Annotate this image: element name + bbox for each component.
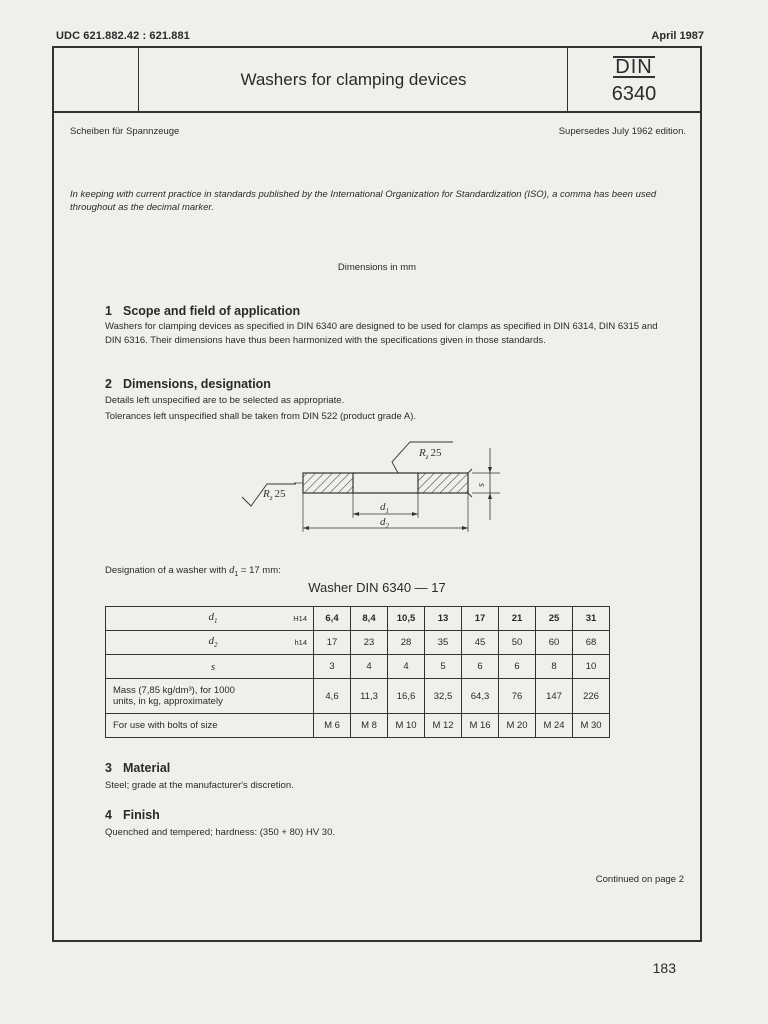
table-cell: M 12 <box>425 714 462 738</box>
section-4-number: 4 <box>105 808 112 822</box>
table-cell: 4 <box>388 655 425 679</box>
svg-text:Rz25: $R_z$ 25 <box>263 488 286 502</box>
dimensions-note: Dimensions in mm <box>337 262 417 273</box>
chamfer-top <box>468 469 472 473</box>
section-2-heading <box>105 377 271 391</box>
table-cell: 32,5 <box>425 679 462 714</box>
section-2-number: 2 <box>105 377 112 391</box>
table-cell: 31 <box>573 607 610 631</box>
din-logo-text: DIN <box>615 56 653 78</box>
washer-section-left <box>303 473 353 493</box>
table-cell: 6 <box>499 655 536 679</box>
designation-symbol-sub: 1 <box>234 570 239 578</box>
washer-drawing <box>238 440 518 540</box>
din-logo <box>570 56 698 79</box>
table-cell: 17 <box>462 607 499 631</box>
table-cell: 3 <box>314 655 351 679</box>
section-3-number: 3 <box>105 761 112 775</box>
table-cell: 8,4 <box>351 607 388 631</box>
header-divider-left <box>138 48 139 111</box>
section-1-title: Scope and field of application <box>123 304 301 318</box>
document-title: Washers for clamping devices <box>240 70 467 89</box>
header-divider-right <box>567 48 568 111</box>
iso-decimal-note: In keeping with current practice in standards published by the International Organization for Standardization (ISO), a comma has been used throughout as the decimal marker. <box>70 189 657 213</box>
designation-intro <box>105 565 281 578</box>
dimensions-table <box>105 606 610 738</box>
continued-note: Continued on page 2 <box>595 874 684 885</box>
table-row-label: $d_2$ h14 <box>106 631 314 655</box>
section-4-text: Quenched and tempered; hardness: (350 + 80) HV 30. <box>105 827 335 838</box>
section-1-text: Washers for clamping devices as specified in DIN 6340 are designed to be used for clamps as specified in DIN 6314, DIN 6315 and DIN 6316. Their dimensions have thus been harmonized with the specifications given in those standards. <box>105 321 658 346</box>
section-3-heading <box>105 761 170 775</box>
table-row-label: For use with bolts of size <box>106 714 314 738</box>
designation-text: Designation of a washer with <box>105 565 227 576</box>
section-2-title: Dimensions, designation <box>123 377 271 391</box>
table-row-d1 <box>106 607 610 631</box>
table-cell: 226 <box>573 679 610 714</box>
header-divider <box>54 111 700 113</box>
table-cell: M 20 <box>499 714 536 738</box>
table-row-label: $d_1$ H14 <box>106 607 314 631</box>
table-cell: 10 <box>573 655 610 679</box>
table-cell: 68 <box>573 631 610 655</box>
table-cell: 23 <box>351 631 388 655</box>
surface-finish-symbol-left <box>242 483 303 506</box>
section-3-text: Steel; grade at the manufacturer's discretion. <box>105 780 294 791</box>
table-cell: 45 <box>462 631 499 655</box>
table-row-bolt-size <box>106 714 610 738</box>
table-cell: 10,5 <box>388 607 425 631</box>
section-2-line-2: Tolerances left unspecified shall be taken from DIN 522 (product grade A). <box>105 411 417 422</box>
washer-section-right <box>418 473 468 493</box>
table-cell: 21 <box>499 607 536 631</box>
supersedes-note: Supersedes July 1962 edition. <box>558 126 686 137</box>
table-cell: 147 <box>536 679 573 714</box>
section-4-heading <box>105 808 160 822</box>
table-row-s <box>106 655 610 679</box>
table-cell: 5 <box>425 655 462 679</box>
udc-number: UDC 621.882.42 : 621.881 <box>56 30 190 42</box>
table-cell: M 8 <box>351 714 388 738</box>
table-row-label: s <box>106 655 314 679</box>
table-cell: 8 <box>536 655 573 679</box>
chamfer-bottom <box>468 493 472 497</box>
table-row-mass <box>106 679 610 714</box>
german-title: Scheiben für Spannzeuge <box>70 126 180 137</box>
section-1-heading <box>105 304 300 318</box>
d2-label: $d_2$ <box>380 516 389 530</box>
table-cell: M 16 <box>462 714 499 738</box>
table-cell: M 10 <box>388 714 425 738</box>
table-cell: M 30 <box>573 714 610 738</box>
section-3-title: Material <box>123 761 171 775</box>
table-cell: 35 <box>425 631 462 655</box>
svg-text:Rz25: $R_z$ 25 <box>419 447 442 461</box>
table-cell: 11,3 <box>351 679 388 714</box>
designation-symbol: d <box>229 565 235 576</box>
designation-value: = 17 mm: <box>240 565 281 576</box>
table-cell: M 24 <box>536 714 573 738</box>
table-cell: 60 <box>536 631 573 655</box>
issue-date: April 1987 <box>651 30 704 42</box>
section-4-title: Finish <box>123 808 160 822</box>
s-label: s <box>476 483 487 487</box>
section-2-line-1: Details left unspecified are to be selected as appropriate. <box>105 395 345 406</box>
d1-label: $d_1$ <box>380 501 389 515</box>
table-cell: 25 <box>536 607 573 631</box>
designation-example: Washer DIN 6340 — 17 <box>308 580 446 595</box>
table-cell: M 6 <box>314 714 351 738</box>
din-number: 6340 <box>611 83 657 105</box>
table-cell: 76 <box>499 679 536 714</box>
table-cell: 6,4 <box>314 607 351 631</box>
table-cell: 16,6 <box>388 679 425 714</box>
section-1-number: 1 <box>105 304 112 318</box>
table-cell: 17 <box>314 631 351 655</box>
table-row-label: Mass (7,85 kg/dm³), for 1000 units, in kg, approximately <box>106 679 314 714</box>
table-cell: 4,6 <box>314 679 351 714</box>
table-row-d2 <box>106 631 610 655</box>
surface-finish-symbol-top <box>392 442 453 473</box>
table-cell: 64,3 <box>462 679 499 714</box>
table-cell: 4 <box>351 655 388 679</box>
table-cell: 13 <box>425 607 462 631</box>
table-cell: 6 <box>462 655 499 679</box>
table-cell: 50 <box>499 631 536 655</box>
page-number: 183 <box>652 960 676 976</box>
table-cell: 28 <box>388 631 425 655</box>
